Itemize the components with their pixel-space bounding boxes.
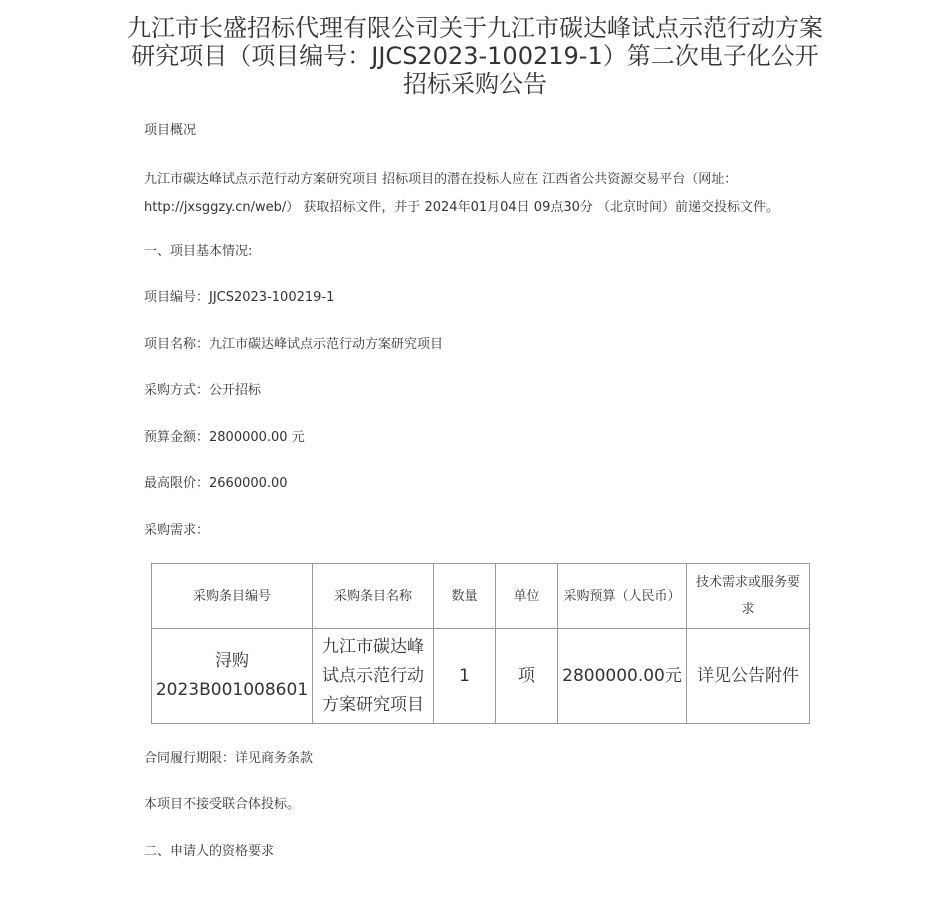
page-title: 九江市长盛招标代理有限公司关于九江市碳达峰试点示范行动方案研究项目（项目编号：JJCS2023-100219-1）第二次电子化公开招标采购公告 <box>127 14 823 98</box>
table-header-row <box>152 564 810 629</box>
project-name: 项目名称：九江市碳达峰试点示范行动方案研究项目 <box>144 337 444 352</box>
contract-period: 合同履行期限：详见商务条款 <box>144 751 314 766</box>
section-basic-heading: 一、项目基本情况: <box>144 244 253 259</box>
budget-amount: 预算金额：2800000.00 元 <box>144 430 305 445</box>
cell-requirements: 详见公告附件 <box>687 629 810 724</box>
header-item-name: 采购条目名称 <box>313 564 434 629</box>
header-quantity: 数量 <box>434 564 496 629</box>
project-number: 项目编号：JJCS2023-100219-1 <box>144 290 335 305</box>
intro-paragraph <box>144 166 824 222</box>
consortium-note: 本项目不接受联合体投标。 <box>144 797 301 812</box>
header-budget: 采购预算（人民币） <box>558 564 687 629</box>
cell-unit: 项 <box>496 629 558 724</box>
table-row <box>152 629 810 724</box>
procurement-method: 采购方式：公开招标 <box>144 383 262 398</box>
cell-item-name: 九江市碳达峰试点示范行动方案研究项目 <box>313 629 434 724</box>
intro-text: 九江市碳达峰试点示范行动方案研究项目 招标项目的潜在投标人应在 江西省公共资源交易平台（网址：http://jxsggzy.cn/web/） 获取招标文件，并于 2024年01月04日 09点30分 （北京时间）前递交投标文件。 <box>144 172 780 215</box>
header-item-number: 采购条目编号 <box>152 564 313 629</box>
cell-item-number: 浔购2023B001008601 <box>152 629 313 724</box>
procurement-table <box>151 563 810 724</box>
max-price: 最高限价：2660000.00 <box>144 476 288 491</box>
cell-budget: 2800000.00元 <box>558 629 687 724</box>
header-unit: 单位 <box>496 564 558 629</box>
procurement-requirements-label: 采购需求： <box>144 523 210 538</box>
section-qualification-heading: 二、申请人的资格要求 <box>144 844 275 859</box>
section-overview-heading: 项目概况 <box>144 123 197 138</box>
header-requirements: 技术需求或服务要求 <box>687 564 810 629</box>
cell-quantity: 1 <box>434 629 496 724</box>
